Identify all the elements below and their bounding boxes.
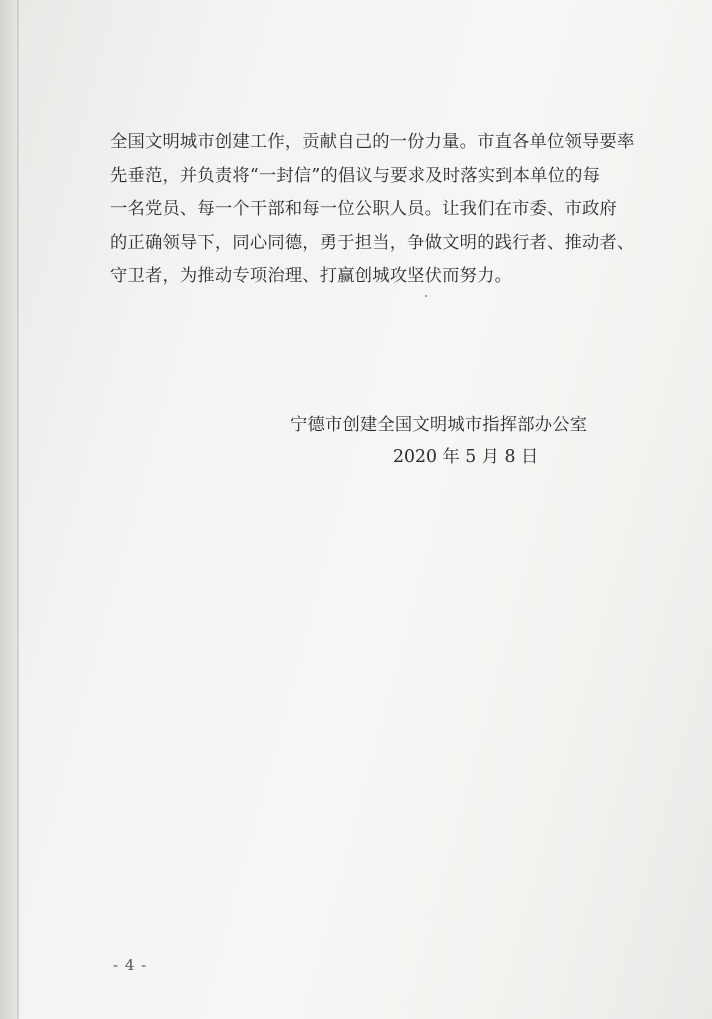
page-number: - 4 - [113,956,148,974]
paragraph-line: 守卫者，为推动专项治理、打赢创城攻坚伏而努力。 [110,266,513,286]
signature-block [290,410,610,472]
paragraph-line: 先垂范，并负责将“一封信”的倡议与要求及时落实到本单位的每 [110,165,601,186]
page-shadow-edge [0,0,17,1019]
paragraph-line: 一名党员、每一个干部和每一位公职人员。让我们在市委、市政府 [110,199,617,219]
body-paragraph [110,126,635,294]
page-edge-line [17,0,19,1019]
paragraph-line: 全国文明城市创建工作，贡献自己的一份力量。市直各单位领导要率 [110,132,635,152]
issue-date: 2020 年 5 月 8 日 [393,447,539,467]
issuing-organization: 宁德市创建全国文明城市指挥部办公室 [290,415,588,435]
paragraph-line: 的正确领导下，同心同德，勇于担当，争做文明的践行者、推动者、 [110,232,635,253]
paper-speck [425,295,427,297]
